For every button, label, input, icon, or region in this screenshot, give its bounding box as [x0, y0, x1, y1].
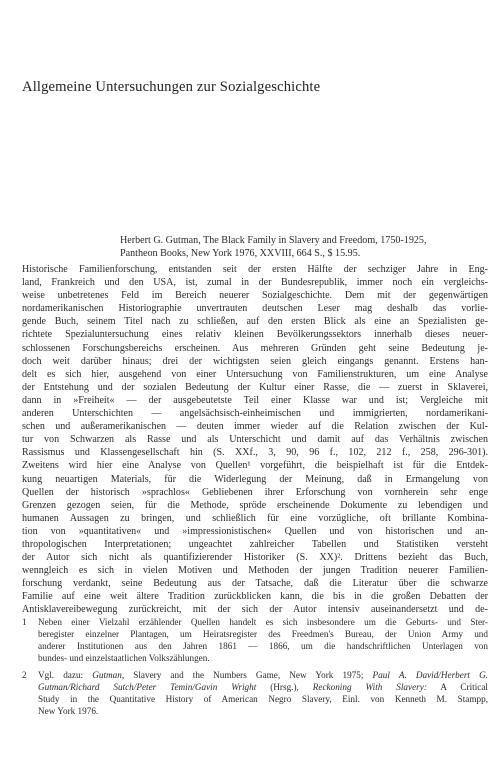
footnote-line: New York 1976. [38, 706, 99, 717]
footnote-text: (Hrsg.), [256, 681, 313, 692]
body-line: richtete Spezialuntersuchung eines relativ kleinen Bevölkerungssektors innerhalb dieses neuer- [22, 329, 488, 341]
footnote-line: beregister einzelner Plantagen, um Heiratsregister des Freedmen's Bureau, der Union Army und [38, 629, 488, 640]
footnote-line: anderer Institutionen aus den Jahren 1861 — 1866, um die handschriftlichen Unterlagen von [38, 641, 488, 652]
footnotes [22, 616, 488, 721]
body-line: schlossenen Forschungsbereichs erscheinen. Aus mehreren Gründen geht seine Bedeutung je- [22, 342, 488, 354]
review-body [22, 263, 488, 617]
author-name: Gutman/Richard Sutch/Peter Temin/Gavin Wright [38, 681, 257, 692]
body-line: Rassismus und Klassengesellschaft hin (S. XXf., 3, 90, 96 f., 102, 212 f., 258, 296-301). [22, 447, 488, 459]
body-line: anderen Unterschichten — angelsächsisch-einheimischen und immigrierten, nordamerikani- [22, 408, 488, 420]
footnote-text: Vgl. dazu: [38, 669, 93, 680]
body-line: der Entstehung und der sozialen Bedeutung der Kultur einer Rasse, die — zuerst in Sklaverei, [22, 381, 488, 393]
body-line: doch weit darüber hinaus; drei der wichtigsten seien gleich eingangs genannt. Erstens han- [22, 355, 488, 367]
body-line: Quellen der historisch »sprachlos« Gebliebenen ihrer Erforschung von vornherein sehr enge [22, 486, 488, 498]
body-line: der Autor sich nicht als quantifizierender Historiker (S. XX)². Drittens bezieht das Buch, [22, 552, 488, 564]
citation-line-1: Herbert G. Gutman, The Black Family in Slavery and Freedom, 1750-1925, [120, 235, 427, 246]
body-line: gende Buch, seinem Titel nach zu schließen, auf den ersten Blick als eine an Spezialisten ge- [22, 316, 488, 328]
body-line: Antisklavereibewegung zurückreicht, mit der sich der Autor intensiv auseinandersetzt und de- [22, 604, 488, 616]
body-line: kung neuartigen Materials, für die Widerlegung der Meinung, daß in Ermangelung von [22, 473, 488, 485]
author-name: Paul A. David/Herbert G. [372, 669, 488, 680]
footnote-text: Slavery and the Numbers Game, New York 1975; [124, 669, 373, 680]
review-citation [120, 234, 490, 260]
body-line: land, Frankreich und den USA, ist, zumal in der Bundesrepublik, immer noch ein vergleichs- [22, 277, 488, 289]
footnote-line: Neben einer Vielzahl erzählender Quellen handelt es sich insbesondere um die Geburts- und Ster- [38, 617, 488, 627]
section-title: Allgemeine Untersuchungen zur Sozialgeschichte [22, 79, 321, 95]
body-line: dann in »Freiheit« — der ausgebeutetste Teil einer Klasse war und ist; Vergleiche mit [22, 394, 488, 406]
citation-line-2: Pantheon Books, New York 1976, XXVIII, 664 S., $ 15.95. [120, 248, 361, 259]
footnote-2 [22, 669, 488, 718]
body-line: schen und außeramerikanischen — deuten immer wieder auf die Relation zwischen der Kul- [22, 421, 488, 433]
body-line: weise unbetretenes Feld im Bereich neuerer Sozialgeschichte. Dem mit der gegenwärtigen [22, 290, 488, 302]
author-name: Gutman, [92, 669, 125, 680]
body-line: Familie auf eine weit ältere Tradition zurückblicken kann, die bis in die großen Debatten der [22, 591, 488, 603]
footnote-number: 2 [22, 669, 27, 680]
footnote-line [38, 669, 488, 681]
book-title: Reckoning With Slavery: [312, 681, 427, 692]
body-line: humanen Aussagen zu bringen, und schließlich für eine vorzügliche, oft brillante Kombina- [22, 512, 488, 524]
footnote-line: bundes- und einzelstaatlichen Volkszählungen. [38, 653, 210, 664]
body-line: tur von Schwarzen als Rasse und als Unterschicht und damit auf das Verhältnis zwischen [22, 434, 488, 446]
body-line: Historische Familienforschung, entstanden seit der ersten Hälfte der sechziger Jahre in Eng- [22, 264, 488, 275]
body-line: delt es sich hier, ausgehend von einer Untersuchung von Familienstrukturen, um eine Analyse [22, 368, 488, 380]
footnote-text: A Critical [426, 681, 488, 692]
body-line: wenngleich es sich in vielen Motiven und Methoden der jungen Tradition neuerer Familien- [22, 565, 488, 577]
body-line: Zweitens wird hier eine Analyse von Quellen¹ vorgeführt, die beispielhaft ist für die Entdek- [22, 460, 488, 472]
body-line: Grenzen gezogen seien, für die Methode, spröde erscheinende Dokumente zu lebendigen und [22, 499, 488, 511]
body-line: forschung verdankt, seine Bedeutung aus der Tatsache, daß die Literatur über die schwarze [22, 578, 488, 590]
body-line: tion von »quantitativen« und »impressionistischen« Quellen und von historischen und an- [22, 525, 488, 537]
footnote-1 [22, 616, 488, 665]
footnote-line [38, 681, 488, 693]
body-line: nordamerikanischen Historiographie unvertrauten deutschen Leser mag deshalb das vorlie- [22, 303, 488, 315]
footnote-number: 1 [22, 617, 27, 627]
body-line: thropologischen Interpretationen; ungeachtet zahlreicher Tabellen und Statistiken versteht [22, 538, 488, 550]
footnote-line: Study in the Quantitative History of American Negro Slavery, Einl. von Kenneth M. Stampp, [38, 693, 488, 704]
